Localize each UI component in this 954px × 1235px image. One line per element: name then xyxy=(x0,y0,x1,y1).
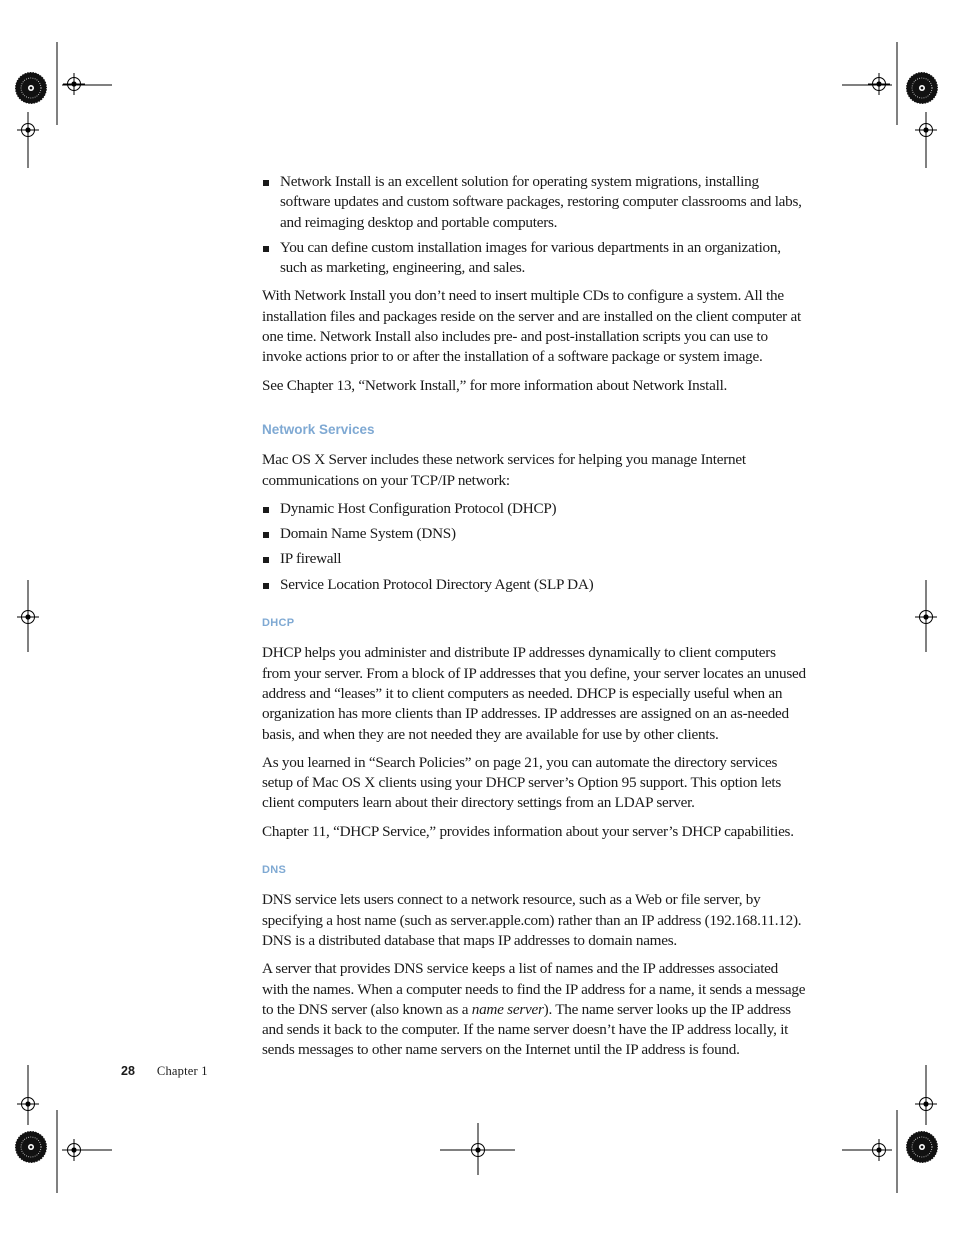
chapter-label: Chapter 1 xyxy=(156,1064,208,1078)
list-item-text: Service Location Protocol Directory Agent (SLP DA) xyxy=(280,575,594,593)
list-item xyxy=(262,238,807,279)
heading-dns: DNS xyxy=(262,864,287,877)
list-item xyxy=(262,549,807,569)
bullet-square-icon xyxy=(263,532,269,538)
bullet-list-network-services xyxy=(262,499,807,595)
page-body xyxy=(262,172,807,1069)
paragraph-dhcp-search-policies: As you learned in “Search Policies” on page 21, you can automate the directory services setup of Mac OS X clients using your DHCP server’s Option 95 support. This option lets client computers learn about their directory settings from an LDAP server. xyxy=(262,753,782,812)
text-run: A server that provides DNS service keeps a list of names and the IP addresses associated with the names. When a computer needs to find the IP address for a name, it sends a message to the DNS server (also known as a xyxy=(262,960,806,1018)
list-item-text: You can define custom installation images for various departments in an organization, such as marketing, engineering, and sales. xyxy=(280,238,781,277)
text-run: ). The name server looks up the IP address and sends it back to the computer. If the name server doesn’t have the IP address locally, it sends messages to other name servers on the Internet until the IP address is found. xyxy=(262,1000,791,1059)
list-item-text: Domain Name System (DNS) xyxy=(280,525,456,543)
paragraph-see-chapter-13: See Chapter 13, “Network Install,” for more information about Network Install. xyxy=(262,376,728,394)
list-item xyxy=(262,499,807,519)
paragraph-dhcp-chapter-11: Chapter 11, “DHCP Service,” provides information about your server’s DHCP capabilities. xyxy=(262,822,794,840)
bullet-list-network-install xyxy=(262,172,807,278)
bullet-square-icon xyxy=(263,180,269,186)
list-item xyxy=(262,524,807,544)
list-item xyxy=(262,575,807,595)
paragraph-network-install: With Network Install you don’t need to insert multiple CDs to configure a system. All the installation files and packages reside on the server and are installed on the client computer at one time. Network Install also includes pre- and post-installation scripts you can use to invoke actions prior to or after the installation of a software package or system image. xyxy=(262,287,801,366)
paragraph-dhcp-overview: DHCP helps you administer and distribute IP addresses dynamically to client computers from your server. From a block of IP addresses that you define, your server locates an unused address and “leases” it to client computers as needed. DHCP is especially useful when an organization has more clients than IP addresses. IP addresses are assigned on an as-needed basis, and when they are not needed they are available for use by other clients. xyxy=(262,644,806,743)
bullet-square-icon xyxy=(263,557,269,563)
bullet-square-icon xyxy=(263,583,269,589)
list-item xyxy=(262,172,807,233)
paragraph-dns-overview: DNS service lets users connect to a network resource, such as a Web or file server, by specifying a host name (such as server.apple.com) rather than an IP address (192.168.11.12). DNS is a distributed database that maps IP addresses to domain names. xyxy=(262,891,802,949)
list-item-text: Dynamic Host Configuration Protocol (DHCP) xyxy=(280,499,557,517)
list-item-text: IP firewall xyxy=(280,550,342,568)
paragraph-network-services-intro: Mac OS X Server includes these network services for helping you manage Internet communications on your TCP/IP network: xyxy=(262,451,746,489)
page-number: 28 xyxy=(121,1064,135,1078)
heading-network-services: Network Services xyxy=(262,421,375,437)
bullet-square-icon xyxy=(263,246,269,252)
bullet-square-icon xyxy=(263,507,269,513)
list-item-text: Network Install is an excellent solution for operating system migrations, installing software updates and custom software packages, restoring computer classrooms and labs, and reimaging desktop and portable computers. xyxy=(280,173,802,231)
page-footer xyxy=(121,1064,208,1079)
paragraph-dns-name-server xyxy=(262,959,807,1060)
emphasis-name-server: name server xyxy=(471,1000,544,1018)
heading-dhcp: DHCP xyxy=(262,617,295,630)
